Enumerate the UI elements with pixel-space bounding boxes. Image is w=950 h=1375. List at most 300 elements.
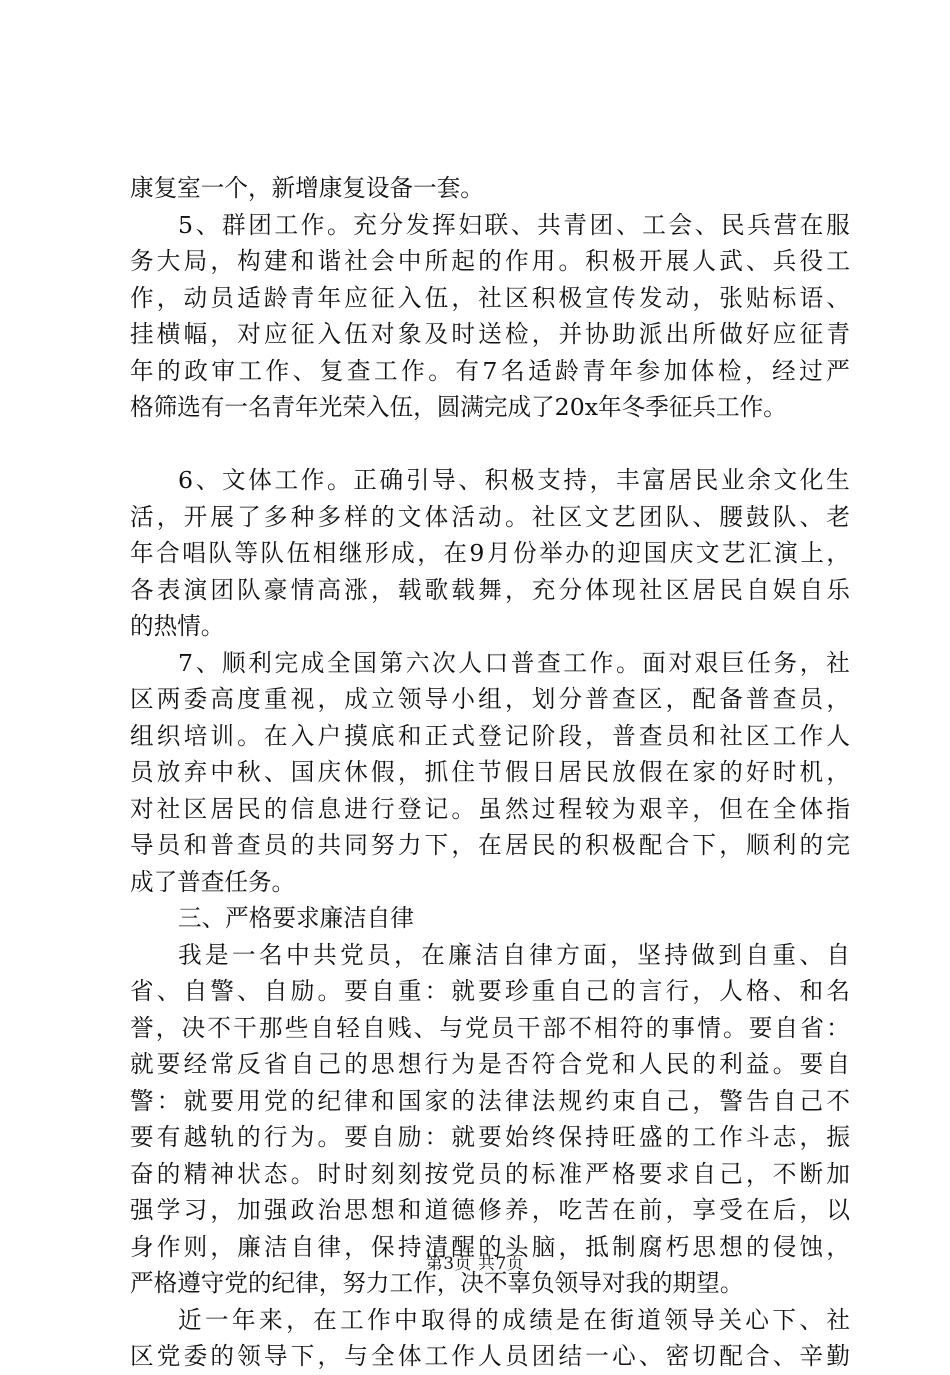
glyph: 贱 [387,1013,412,1042]
glyph: 行 [424,1050,449,1078]
glyph: 挂 [130,320,154,348]
glyph: 在 [745,794,770,823]
glyph: 区 [130,685,154,713]
glyph: 、 [263,758,288,786]
glyph: 来 [259,1305,283,1334]
glyph: 始 [504,1123,529,1151]
glyph: 、 [772,1342,797,1370]
glyph: 政 [184,356,208,385]
glyph: 极 [612,247,636,275]
glyph: 作 [451,1342,475,1370]
glyph: 工 [274,210,299,239]
glyph: 作 [367,1305,391,1334]
glyph: 法 [531,1086,556,1115]
glyph: 民 [665,1050,690,1078]
glyph: 然 [504,794,529,823]
glyph: 好 [745,320,770,348]
glyph: 用 [531,247,556,275]
glyph: 体 [248,466,272,494]
glyph: 坚 [637,940,661,969]
glyph: 现 [612,575,636,604]
glyph: 工 [424,1342,449,1370]
glyph: 人 [638,1050,663,1078]
glyph: 团 [589,210,614,239]
glyph: 程 [558,794,583,823]
glyph: 。 [317,977,342,1005]
glyph: 委 [183,1342,208,1370]
glyph: 作 [300,466,325,494]
glyph: 自 [745,940,769,969]
glyph: 歌 [424,575,449,604]
text-line [130,207,850,244]
glyph: 自 [371,977,395,1005]
glyph: 苦 [585,1196,609,1224]
glyph: 导 [691,1305,715,1334]
glyph: ， [531,1196,556,1224]
glyph: 、 [413,1013,438,1042]
glyph: 贴 [745,283,770,312]
glyph: 普 [210,831,234,859]
glyph: 密 [665,1342,690,1370]
glyph: 、 [692,502,716,531]
glyph: 团 [638,502,663,531]
glyph: 要 [210,1086,234,1115]
glyph: 导 [130,831,154,859]
glyph: ， [692,283,716,312]
glyph: ， [397,758,422,786]
glyph: 助 [612,320,636,348]
glyph: 益 [745,1050,770,1078]
glyph: 断 [799,1159,824,1188]
glyph: 在 [443,539,467,567]
glyph: 党 [465,1013,489,1042]
text-line [130,499,850,536]
glyph: 务 [773,648,798,677]
glyph: 极 [558,283,583,312]
glyph: 体 [799,794,824,823]
glyph: 的 [478,1232,502,1261]
glyph: 员 [367,940,391,969]
glyph: 行 [371,794,395,823]
glyph: 努 [371,831,395,859]
text-line: 严格遵守党的纪律，努力工作，决不辜负领导对我的期望。 [130,1269,744,1297]
glyph: 重 [531,977,556,1005]
glyph: 展 [665,247,690,275]
glyph: 近 [178,1305,202,1334]
glyph: 想 [371,1196,395,1224]
glyph: 团 [210,575,234,604]
glyph: 对 [371,320,395,348]
glyph: 挥 [432,210,456,239]
glyph: 自 [772,1086,797,1115]
glyph: 成 [502,1305,526,1334]
glyph: 工 [563,648,587,677]
glyph: 充 [531,575,556,604]
glyph: 要 [478,1123,502,1151]
text-line [130,572,850,609]
glyph: 文 [221,466,246,494]
glyph: 自 [371,1123,395,1151]
glyph: 有 [455,356,479,385]
glyph: 役 [799,247,824,275]
glyph: 协 [585,320,609,348]
glyph: 关 [718,1305,742,1334]
glyph: 警 [130,1086,154,1115]
glyph: 传 [612,283,636,312]
glyph: 振 [826,1123,850,1151]
glyph: 标 [772,283,797,312]
glyph: 5 [178,210,194,239]
glyph: 、 [292,356,317,385]
glyph: 领 [664,1305,688,1334]
glyph: 工 [238,356,263,385]
glyph: 情 [697,1013,721,1042]
glyph: 配 [638,831,663,859]
glyph: 律 [344,1086,368,1115]
glyph: 登 [478,721,502,750]
glyph: 组 [478,685,502,713]
glyph: 居 [504,831,529,859]
glyph: 庆 [317,758,342,786]
glyph: 志 [772,1123,797,1151]
glyph: 有 [156,1123,181,1151]
glyph: 及 [424,320,449,348]
glyph: 时 [772,758,797,786]
text-line [130,1083,850,1120]
glyph: 面 [583,940,607,969]
glyph: 国 [290,758,315,786]
glyph: 查 [638,721,663,750]
glyph: 较 [585,794,609,823]
glyph: 民 [721,210,745,239]
glyph: 务 [130,247,154,275]
glyph: 党 [263,1086,288,1115]
glyph: 区 [183,794,208,823]
glyph: 分 [558,575,583,604]
glyph: 、 [458,466,482,494]
glyph: 办 [565,539,589,567]
glyph: 活 [130,502,154,531]
glyph: 和 [290,247,315,275]
text-line [130,243,850,280]
glyph: 象 [397,320,422,348]
glyph: 开 [183,502,208,531]
glyph: 青 [826,320,850,348]
glyph: 入 [290,721,315,750]
glyph: 员 [210,283,234,312]
glyph: 规 [558,1086,583,1115]
glyph: 警 [210,977,234,1005]
glyph: 反 [237,1050,261,1078]
glyph: 行 [665,977,690,1005]
glyph: 家 [692,758,716,786]
glyph: 面 [642,648,666,677]
glyph: 不 [207,1013,231,1042]
glyph: 作 [401,356,425,385]
glyph: ， [799,648,824,677]
text-line: 成了普查任务。 [130,867,296,896]
glyph: 高 [317,575,342,604]
glyph: 态 [263,1159,288,1188]
text-line [130,791,850,828]
glyph: 就 [451,977,475,1005]
glyph: ， [744,356,769,385]
glyph: 共 [313,940,337,969]
glyph: 的 [451,1086,475,1115]
glyph: 的 [692,1050,716,1078]
glyph: 营 [773,210,798,239]
glyph: 中 [397,247,422,275]
glyph: 的 [475,1305,499,1334]
glyph: 盛 [638,1123,663,1151]
glyph: 会 [371,247,395,275]
glyph: 励 [290,977,315,1005]
glyph: 情 [290,575,315,604]
glyph: 党 [340,940,364,969]
glyph: 7 [178,648,194,677]
glyph: 成 [344,685,368,713]
text-line [130,1302,850,1339]
glyph: 则 [183,1232,208,1261]
glyph: 6 [178,466,194,494]
glyph: 居 [558,758,583,786]
glyph: 的 [612,977,636,1005]
glyph: 政 [290,1196,315,1224]
glyph: 就 [183,1086,208,1115]
glyph: 成 [300,648,325,677]
glyph: 式 [451,721,475,750]
text-line [130,316,850,353]
glyph: 和 [612,1050,636,1078]
glyph: 轨 [210,1123,234,1151]
glyph: 迎 [617,539,642,567]
glyph: ： [826,1013,850,1042]
glyph: 记 [504,721,529,750]
glyph: 结 [558,1342,583,1370]
glyph: 老 [826,502,850,531]
glyph: 在 [313,1305,337,1334]
glyph: 展 [210,502,234,531]
glyph: 阶 [531,721,556,750]
glyph: 演 [183,575,208,604]
glyph: 、 [772,977,797,1005]
glyph: 队 [237,575,261,604]
glyph: ， [719,831,743,859]
glyph: 休 [344,758,368,786]
glyph: 己 [317,1050,342,1078]
glyph: 查 [612,685,636,713]
glyph: 登 [397,794,422,823]
glyph: 修 [478,1196,502,1224]
glyph: 绩 [529,1305,553,1334]
glyph: 加 [237,1196,261,1224]
glyph: 备 [719,685,743,713]
glyph: 各 [130,575,154,604]
glyph: 伍 [286,539,311,567]
glyph: 居 [210,794,234,823]
glyph: 文 [585,502,609,531]
glyph: 上 [800,539,824,567]
glyph: 时 [344,1159,368,1188]
glyph: 派 [638,320,663,348]
glyph: 一 [232,940,256,969]
glyph: 任 [747,648,771,677]
glyph: 全 [772,794,797,823]
glyph: 年 [609,356,633,385]
glyph: 朽 [665,1232,690,1261]
glyph: 就 [130,1050,154,1078]
glyph: 以 [826,1196,850,1224]
text-line [130,1338,850,1375]
glyph: 月 [486,539,511,567]
glyph: 持 [397,1232,422,1261]
glyph: 腐 [638,1232,663,1261]
glyph: 充 [353,210,377,239]
text-line: 格筛选有一名青年光荣入伍，圆满完成了20x年冬季征兵工作。 [130,393,787,421]
text-line [130,937,850,974]
glyph: 人 [458,648,482,677]
glyph: 强 [130,1196,154,1224]
glyph: 伍 [424,283,449,312]
glyph: 的 [558,831,583,859]
glyph: 年 [232,1305,256,1334]
glyph: 在 [263,721,288,750]
glyph: 。 [558,247,583,275]
glyph: 加 [663,356,688,385]
glyph: 要 [748,1013,773,1042]
glyph: 培 [183,721,208,750]
glyph: 要 [156,1050,181,1078]
glyph: 样 [344,502,368,531]
glyph: 员 [490,1013,515,1042]
glyph: 织 [156,721,181,750]
glyph: 。 [327,466,351,494]
glyph: 分 [558,685,583,713]
glyph: 弃 [183,758,208,786]
glyph: 等 [234,539,259,567]
glyph: 入 [397,283,422,312]
text-line [130,645,850,682]
glyph: 艺 [721,539,746,567]
glyph: 头 [504,1232,529,1261]
glyph: 完 [826,831,850,859]
glyph: 严 [585,1159,609,1188]
glyph: 一 [205,1305,229,1334]
glyph: 自 [774,1013,799,1042]
glyph: 为 [451,1050,475,1078]
glyph: 和 [183,831,208,859]
glyph: 党 [156,1342,181,1370]
glyph: 鼓 [745,502,770,531]
glyph: 廉 [237,1232,261,1261]
glyph: 的 [156,1159,181,1188]
glyph: ， [531,320,556,348]
glyph: 国 [643,539,668,567]
glyph: 民 [237,794,261,823]
document-body [130,170,850,1375]
glyph: 言 [638,977,663,1005]
glyph: 到 [718,940,742,969]
glyph: 民 [585,758,609,786]
glyph: 标 [531,1159,556,1188]
glyph: 清 [424,1232,449,1261]
glyph: 领 [237,1342,261,1370]
glyph: 和 [799,977,824,1005]
glyph: 指 [826,794,850,823]
glyph: 信 [290,794,315,823]
glyph: 学 [156,1196,181,1224]
glyph: 行 [263,1123,288,1151]
glyph: 语 [799,283,824,312]
glyph: 载 [451,575,475,604]
glyph: 了 [237,502,261,531]
glyph: 思 [692,1232,716,1261]
glyph: 、 [510,210,535,239]
glyph: 进 [344,794,368,823]
glyph: 节 [478,758,502,786]
glyph: 思 [344,1196,368,1224]
glyph: 自 [362,1013,386,1042]
glyph: 、 [195,466,220,494]
glyph: 和 [397,721,422,750]
glyph: 为 [290,1123,315,1151]
glyph: 娱 [772,575,797,604]
text-line [130,718,850,755]
glyph: 征 [371,283,395,312]
glyph: 相 [312,539,337,567]
glyph: 得 [448,1305,472,1334]
glyph: 开 [638,247,663,275]
glyph: 准 [558,1159,583,1188]
glyph: 用 [237,1086,261,1115]
glyph: 成 [391,539,415,567]
glyph: 秋 [237,758,261,786]
glyph: 侵 [772,1232,797,1261]
glyph: 口 [484,648,509,677]
glyph: 社 [719,721,743,750]
glyph: 多 [317,502,342,531]
glyph: 一 [585,1342,609,1370]
glyph: 、 [237,977,261,1005]
glyph: ， [210,320,234,348]
glyph: 兵 [747,210,771,239]
glyph: 全 [327,648,351,677]
glyph: 多 [263,502,288,531]
glyph: 民 [719,575,743,604]
glyph: 青 [582,356,606,385]
glyph: 年 [317,283,342,312]
glyph: 符 [531,1050,556,1078]
glyph: 按 [424,1159,449,1188]
glyph: 动 [183,283,208,312]
glyph: ， [394,940,418,969]
glyph: 配 [692,685,716,713]
text-line [130,973,850,1010]
glyph: 员 [504,1342,529,1370]
glyph: 取 [421,1305,445,1334]
glyph: 自 [310,1013,335,1042]
glyph: 组 [130,721,154,750]
glyph: 街 [610,1305,634,1334]
glyph: 告 [745,1086,770,1115]
glyph: 假 [504,758,529,786]
glyph: 。 [428,356,452,385]
glyph: 状 [237,1159,261,1188]
glyph: 应 [263,320,288,348]
glyph: 联 [484,210,509,239]
glyph: 持 [664,940,688,969]
glyph: 区 [665,575,690,604]
